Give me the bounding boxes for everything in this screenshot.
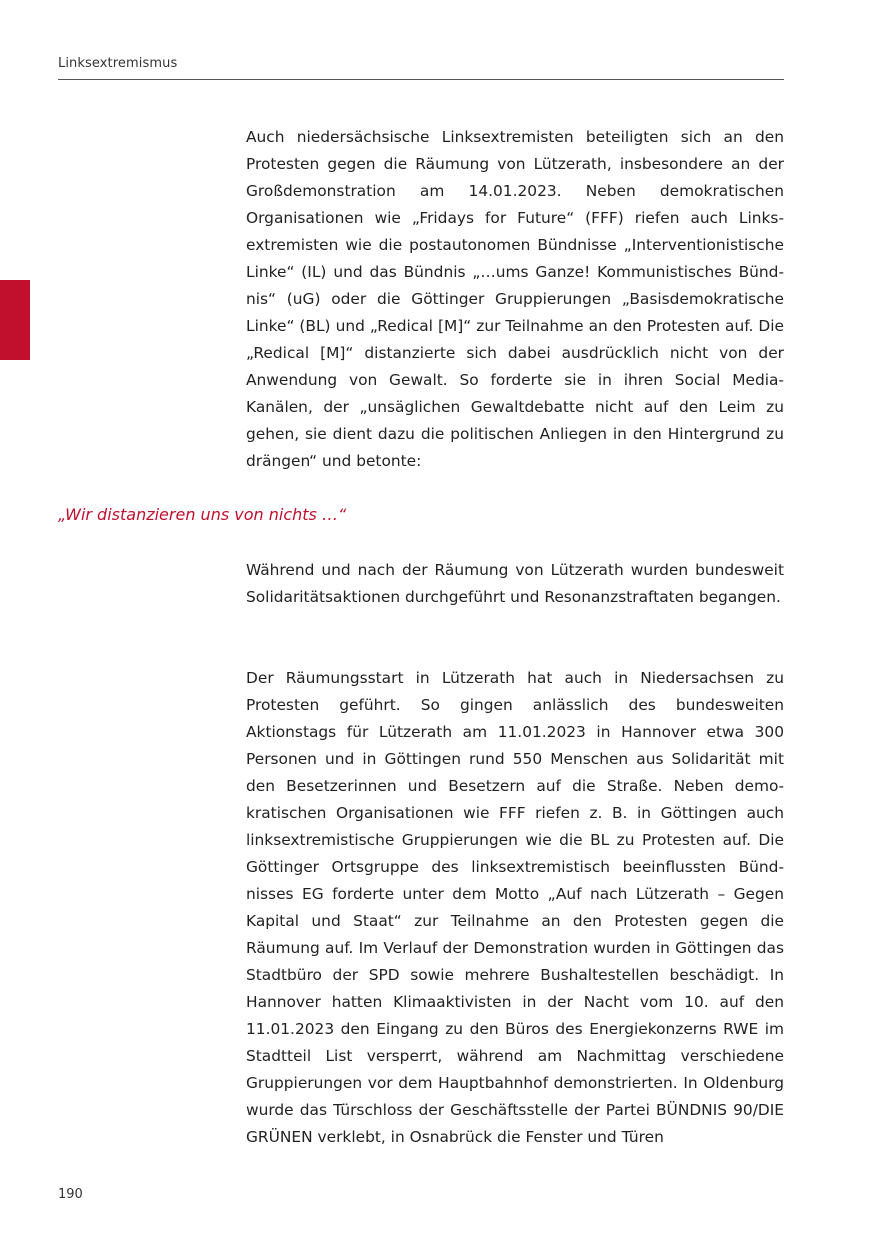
header-rule: [58, 79, 784, 80]
body-paragraph-3: Der Räumungsstart in Lützerath hat auch in Niedersachsen zu Protesten geführt. So gingen anlässlich des bundesweiten Aktionstags für Lützerath am 11.01.2023 in Hannover etwa 300 Personen und in Göttingen rund 550 Menschen aus Solidarität mit den Besetzerinnen und Besetzern auf die Straße. Neben demokratischen Organisationen wie FFF riefen z. B. in Göttingen auch linksextremistische Gruppierungen wie die BL zu Protesten auf. Die Göttinger Ortsgruppe des linksextremistisch beeinflussten Bündnisses EG forderte unter dem Motto „Auf nach Lützerath – Gegen Kapital und Staat“ zur Teilnahme an den Protesten gegen die Räumung auf. Im Verlauf der Demonstration wurden in Göttingen das Stadtbüro der SPD sowie mehrere Bushaltestellen beschädigt. In Hannover hatten Klimaaktivisten in der Nacht vom 10. auf den 11.01.2023 den Eingang zu den Büros des Energiekonzerns RWE im Stadtteil List versperrt, während am Nachmittag verschiedene Gruppierungen vor dem Hauptbahnhof demonstrierten. In Oldenburg wurde das Türschloss der Geschäftsstelle der Partei BÜNDNIS 90/DIE GRÜNEN verklebt, in Osnabrück die Fenster und Türen: [246, 669, 784, 1146]
section-heading: „Wir distanzieren uns von nichts …“: [58, 505, 347, 524]
chapter-side-marker: [0, 280, 30, 360]
body-paragraph-1: Auch niedersächsische Linksextremisten beteiligten sich an den Protesten gegen die Räumung von Lützerath, insbesondere an der Großdemonstration am 14.01.2023. Neben demokratischen Organisationen wie „Fridays for Future“ (FFF) riefen auch Linksextremisten wie die postautonomen Bündnisse „Interventionistische Linke“ (IL) und das Bündnis „…ums Ganze! Kommunistisches Bündnis“ (uG) oder die Göttinger Gruppierungen „Basisdemokratische Linke“ (BL) und „Redical [M]“ zur Teilnahme an den Protesten auf. Die „Redical [M]“ distanzierte sich dabei ausdrücklich nicht von der Anwendung von Gewalt. So forderte sie in ihren Social Media-Kanälen, der „unsäglichen Gewaltdebatte nicht auf den Leim zu gehen, sie dient dazu die politischen Anliegen in den Hintergrund zu drängen“ und betonte:: [246, 128, 784, 470]
body-paragraph-2: Während und nach der Räumung von Lützerath wurden bundesweit Solidaritätsaktionen durchgeführt und Resonanzstraftaten begangen.: [246, 561, 784, 606]
running-header: Linksextremismus: [58, 56, 178, 71]
page-number: 190: [58, 1187, 83, 1202]
